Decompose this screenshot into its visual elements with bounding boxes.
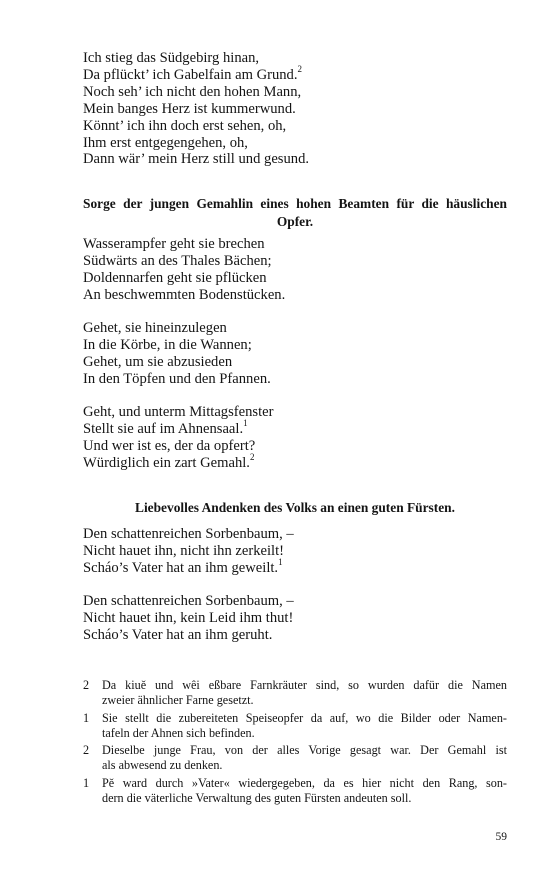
poem-line-text: Den schattenreichen Sorbenbaum, –	[83, 526, 294, 542]
poem-line-text: In die Körbe, in die Wannen;	[83, 336, 252, 353]
poem-line	[83, 418, 513, 438]
poem-line-text: Dann wär’ mein Herz still und gesund.	[83, 151, 310, 168]
poem-line-text: Geht, und unterm Mittagsfenster	[83, 404, 274, 420]
poem-line-text: Stellt sie auf im Ahnensaal.	[83, 420, 244, 437]
poem-line	[83, 101, 513, 118]
footnote-reference: 1	[278, 556, 283, 567]
footnote-text	[102, 678, 507, 708]
footnote-line: zweier ähnlicher Farne gesetzt.	[102, 693, 254, 708]
poem-line-text: Scháo’s Vater hat an ihm geruht.	[83, 626, 273, 643]
poem-line-text: Nicht hauet ihn, nicht ihn zerkeilt!	[83, 542, 285, 559]
poem-line-text: Den schattenreichen Sorbenbaum, –	[83, 593, 294, 609]
poem3-title: Liebevolles Andenken des Volks an einen guten Fürsten.	[135, 500, 455, 515]
poem-line	[83, 354, 513, 371]
poem-line	[83, 270, 513, 287]
footnote	[83, 678, 507, 708]
footnote-reference: 2	[249, 451, 255, 462]
poem-line	[83, 526, 513, 543]
poem-line-text: Da pflückt’ ich Gabelfain am Grund.	[83, 66, 298, 83]
poem-line-text: Gehet, sie hineinzulegen	[83, 320, 227, 336]
poem2-stanza-2	[83, 320, 513, 388]
poem-line-text: Ihm erst entgegengehen, oh,	[83, 134, 248, 151]
poem-line	[83, 627, 513, 644]
footnote-marker: 1	[83, 776, 90, 790]
page-number: 59	[495, 831, 507, 843]
poem-line	[83, 371, 513, 388]
footnote-marker: 2	[83, 743, 90, 757]
footnote-line: als abwesend zu denken.	[102, 758, 223, 773]
poem-line-text: Nicht hauet ihn, kein Leid ihm thut!	[83, 609, 294, 626]
footnote-line: Dieselbe junge Frau, von der alles Vorige gesagt war. Der Gemahl ist	[102, 743, 507, 757]
poem-line	[83, 556, 513, 577]
poem1-stanza	[83, 50, 513, 168]
poem-line	[83, 543, 513, 560]
footnote-marker: 1	[83, 711, 90, 725]
poem-line	[83, 253, 513, 270]
poem-line	[83, 236, 513, 253]
footnote-line: Sie stellt die zubereiteten Speiseopfer da auf, wo die Bilder oder Namen-	[102, 711, 507, 725]
footnote-reference: 2	[297, 64, 303, 75]
poem-line-text: An beschwemmten Bodenstücken.	[83, 286, 286, 303]
footnote-text	[102, 776, 507, 806]
poem-line	[83, 438, 513, 455]
poem-line-text: Würdiglich ein zart Gemahl.	[83, 454, 250, 471]
poem-line-text: Südwärts an des Thales Bächen;	[83, 252, 272, 269]
poem2-stanza-1	[83, 236, 513, 304]
poem2-title-line1: Sorge der jungen Gemahlin eines hohen Beamten für die häuslichen	[83, 196, 507, 211]
footnote	[83, 743, 507, 773]
footnote-text	[102, 743, 507, 773]
poem-line-text: Mein banges Herz ist kummerwund.	[83, 100, 296, 117]
footnote-marker: 2	[83, 678, 90, 692]
footnote-line: tafeln der Ahnen sich befinden.	[102, 726, 255, 741]
poem-line	[83, 151, 513, 168]
poem-line	[83, 320, 513, 337]
footnote-line: dern die väterliche Verwaltung des guten Fürsten andeuten soll.	[102, 791, 412, 806]
footnote-text	[102, 711, 507, 741]
poem-line-text: Noch seh’ ich nicht den hohen Mann,	[83, 83, 302, 100]
footnote-line: Pě ward durch »Vater« wiedergegeben, da es hier nicht den Rang, son-	[102, 776, 507, 790]
poem-line	[83, 451, 513, 472]
footnote	[83, 776, 507, 806]
poem-line-text: Ich stieg das Südgebirg hinan,	[83, 50, 260, 66]
poem2-stanza-3	[83, 404, 513, 472]
footnote-reference: 1	[243, 418, 248, 429]
poem-line	[83, 404, 513, 421]
poem-line-text: Und wer ist es, der da opfert?	[83, 437, 256, 454]
poem-line	[83, 118, 513, 135]
poem-line	[83, 84, 513, 101]
poem-line-text: Könnt’ ich ihn doch erst sehen, oh,	[83, 117, 287, 134]
poem2-title-line2: Opfer.	[276, 213, 314, 229]
footnote-line: Da kiuě und wêi eßbare Farnkräuter sind, so wurden dafür die Namen	[102, 678, 507, 692]
poem2-title	[83, 195, 507, 230]
poem-line-text: Doldennarfen geht sie pflücken	[83, 269, 267, 286]
poem3-stanza-1	[83, 526, 513, 577]
poem-line-text: Wasserampfer geht sie brechen	[83, 236, 265, 252]
poem-line	[83, 64, 513, 84]
poem-line	[83, 593, 513, 610]
footnote	[83, 711, 507, 741]
poem-line-text: In den Töpfen und den Pfannen.	[83, 370, 271, 387]
poem-line	[83, 337, 513, 354]
poem-line	[83, 135, 513, 152]
poem-line-text: Gehet, um sie abzusieden	[83, 353, 233, 370]
poem-line	[83, 287, 513, 304]
poem-line-text: Scháo’s Vater hat an ihm geweilt.	[83, 559, 279, 576]
poem3-stanza-2	[83, 593, 513, 644]
poem-line	[83, 610, 513, 627]
